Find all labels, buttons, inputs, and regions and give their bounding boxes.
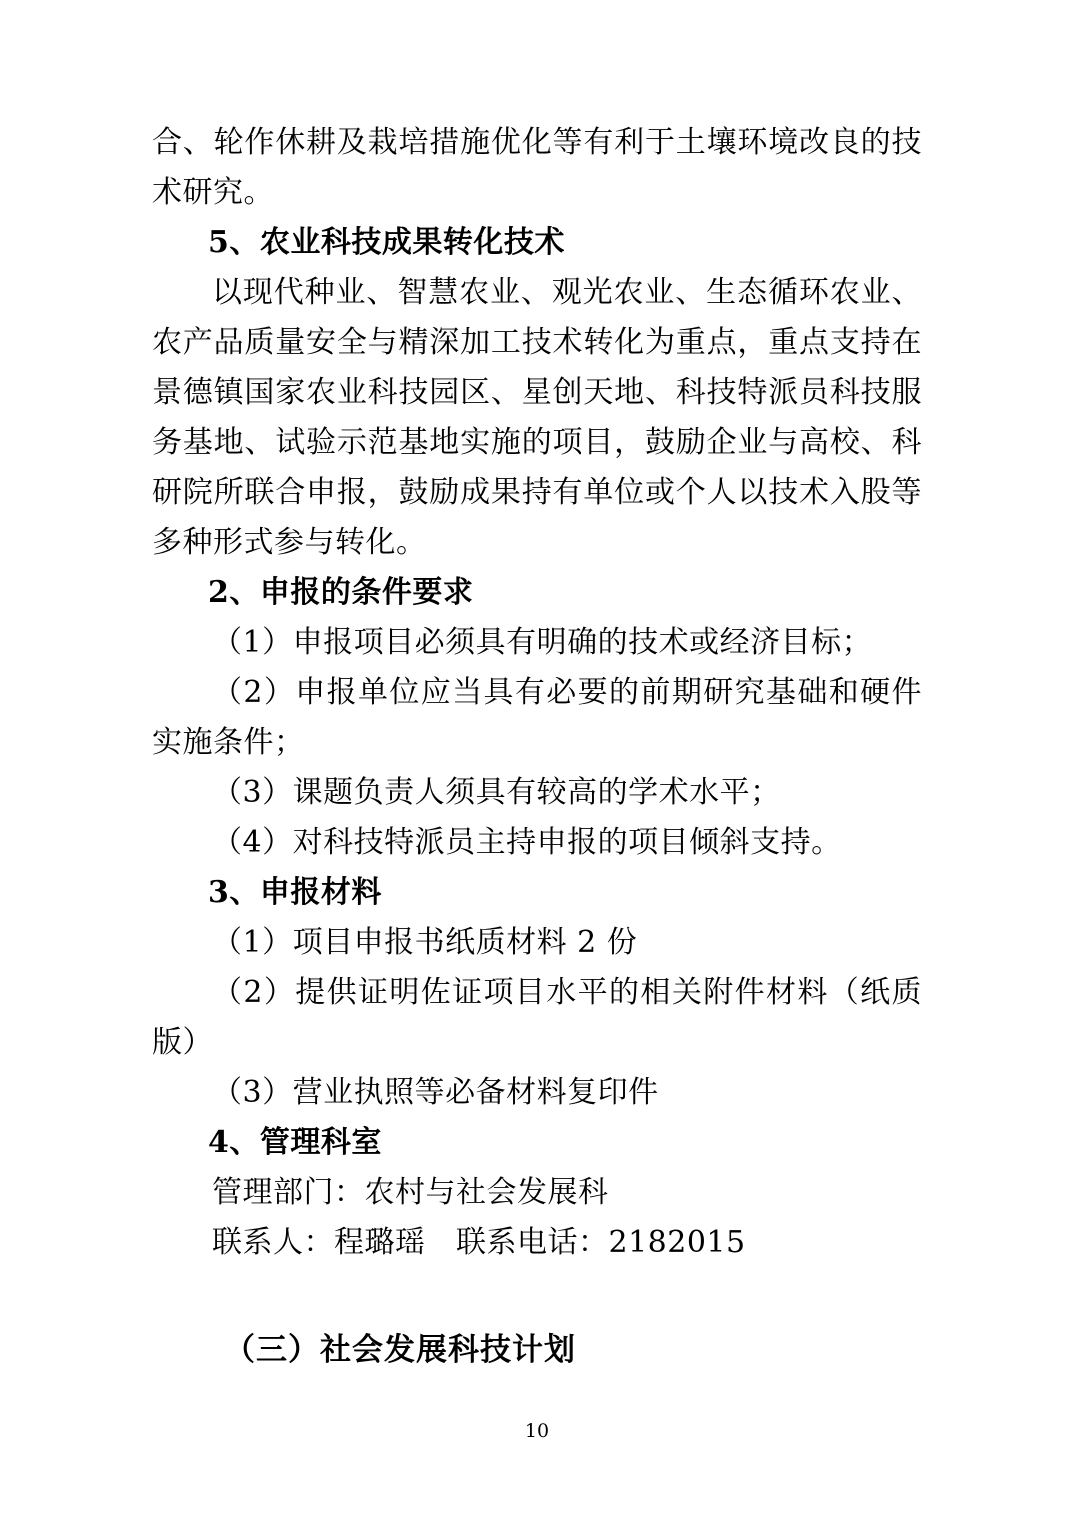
list-item-material-1: （1）项目申报书纸质材料 2 份: [212, 925, 638, 960]
paragraph-agri-tech-transfer-body: 以现代种业、智慧农业、观光农业、生态循环农业、农产品质量安全与精深加工技术转化为重点，重点支持在景德镇国家农业科技园区、星创天地、科技特派员科技服务基地、试验示范基地实施的项目，鼓励企业与高校、科研院所联合申报，鼓励成果持有单位或个人以技术入股等多种形式参与转化。: [152, 275, 922, 560]
page-number: 10: [524, 1420, 550, 1442]
list-item-condition-3: （3）课题负责人须具有较高的学术水平；: [212, 775, 781, 810]
heading-5-agri-tech-transfer: 5、农业科技成果转化技术: [208, 225, 565, 260]
list-item-condition-2: （2）申报单位应当具有必要的前期研究基础和硬件实施条件；: [152, 675, 922, 760]
heading-2-application-conditions: 2、申报的条件要求: [208, 575, 474, 610]
list-item-condition-4: （4）对科技特派员主持申报的项目倾斜支持。: [212, 825, 842, 860]
paragraph-continuation: 合、轮作休耕及栽培措施优化等有利于土壤环境改良的技术研究。: [152, 125, 922, 210]
section-heading-social-development-plan: （三）社会发展科技计划: [224, 1332, 576, 1368]
list-item-material-2: （2）提供证明佐证项目水平的相关附件材料（纸质版）: [152, 975, 922, 1060]
list-item-material-3: （3）营业执照等必备材料复印件: [212, 1075, 659, 1110]
heading-4-managing-office: 4、管理科室: [208, 1125, 382, 1160]
managing-department-line: 管理部门：农村与社会发展科: [212, 1175, 609, 1210]
section-spacer: [152, 1268, 922, 1324]
list-item-condition-1: （1）申报项目必须具有明确的技术或经济目标；: [212, 625, 873, 660]
heading-3-application-materials: 3、申报材料: [208, 875, 382, 910]
contact-person-line: 联系人：程璐瑶 联系电话：2182015: [212, 1225, 746, 1260]
